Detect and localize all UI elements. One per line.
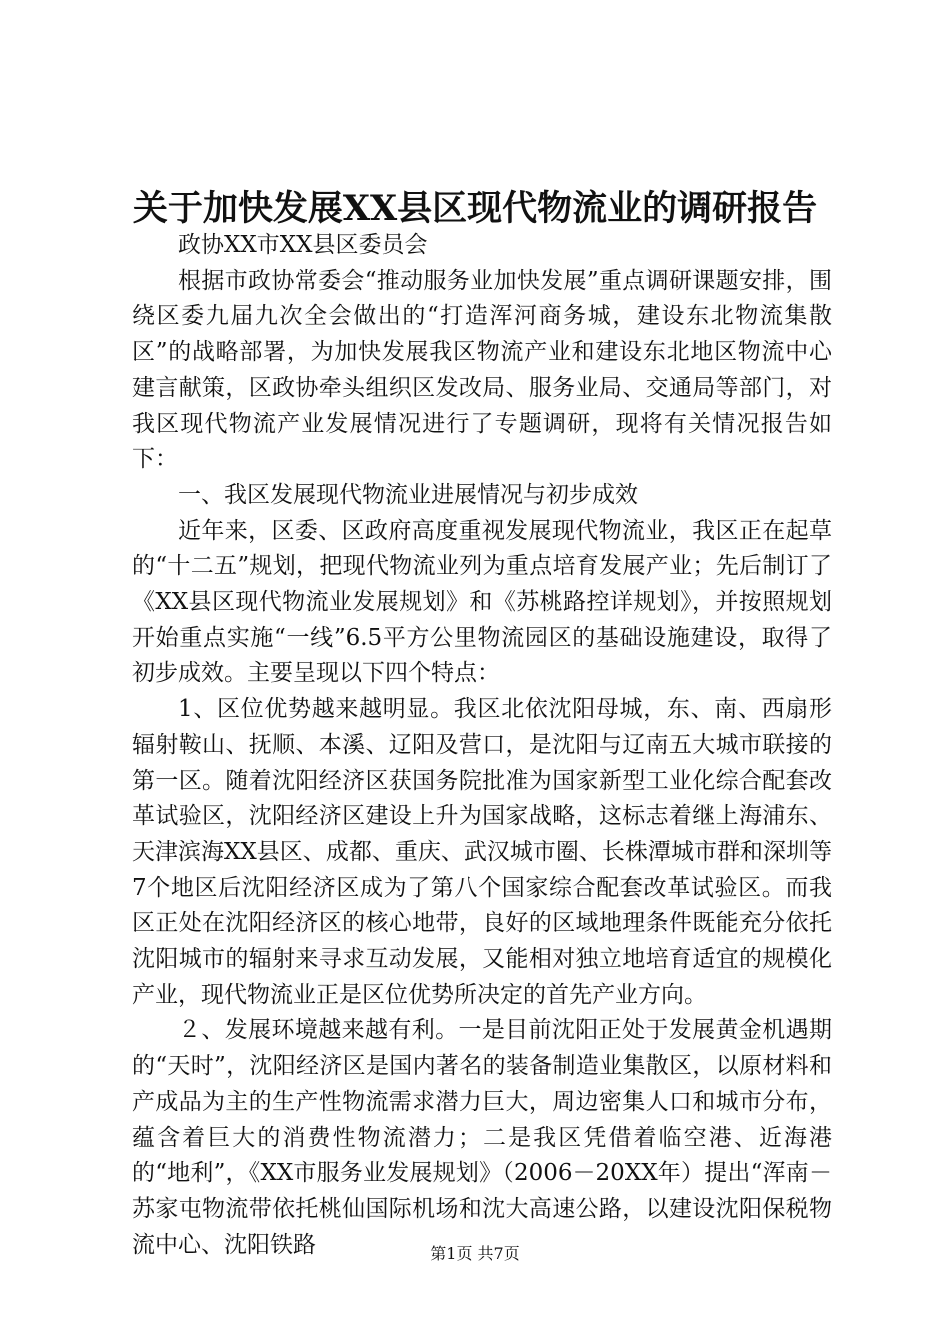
document-title: 关于加快发展XX县区现代物流业的调研报告 — [132, 188, 818, 229]
page-number-footer: 第1页 共7页 — [430, 1244, 520, 1263]
paragraph-overview: 近年来，区委、区政府高度重视发展现代物流业，我区正在起草的“十二五”规划，把现代物流业列为重点培育发展产业；先后制订了《XX县区现代物流业发展规划》和《苏桃路控详规划》，并按照规划开始重点实施“一线”6.5平方公里物流园区的基础设施建设，取得了初步成效。主要呈现以下四个特点： — [132, 517, 832, 687]
paragraph-point-2: ２、发展环境越来越有利。一是目前沈阳正处于发展黄金机遇期的“天时”，沈阳经济区是国内著名的装备制造业集散区，以原材料和产成品为主的生产性物流需求潜力巨大，周边密集人口和城市分布，蕴含着巨大的消费性物流潜力；二是我区凭借着临空港、近海港的“地利”，《XX市服务业发展规划》（2006－20XX年）提出“浑南－苏家屯物流带依托桃仙国际机场和沈大高速公路，以建设沈阳保税物流中心、沈阳铁路 — [132, 1017, 832, 1258]
paragraph-point-1: 1、区位优势越来越明显。我区北依沈阳母城，东、南、西扇形辐射鞍山、抚顺、本溪、辽阳及营口，是沈阳与辽南五大城市联接的第一区。随着沈阳经济区获国务院批准为国家新型工业化综合配套改革试验区，沈阳经济区建设上升为国家战略，这标志着继上海浦东、天津滨海XX县区、成都、重庆、武汉城市圈、长株潭城市群和深圳等7个地区后沈阳经济区成为了第八个国家综合配套改革试验区。而我区正处在沈阳经济区的核心地带，良好的区域地理条件既能充分依托沈阳城市的辐射来寻求互动发展，又能相对独立地培育适宜的规模化产业，现代物流业正是区位优势所决定的首先产业方向。 — [132, 696, 832, 1008]
paragraph-intro: 根据市政协常委会“推动服务业加快发展”重点调研课题安排，围绕区委九届九次全会做出的“打造浑河商务城，建设东北物流集散区”的战略部署，为加快发展我区物流产业和建设东北地区物流中心建言献策，区政协牵头组织区发改局、服务业局、交通局等部门，对我区现代物流产业发展情况进行了专题调研，现将有关情况报告如下： — [132, 267, 832, 473]
document-body — [132, 228, 832, 1263]
section-heading-1: 一、我区发展现代物流业进展情况与初步成效 — [178, 481, 638, 508]
author-line: 政协XX市XX县区委员会 — [178, 232, 428, 258]
